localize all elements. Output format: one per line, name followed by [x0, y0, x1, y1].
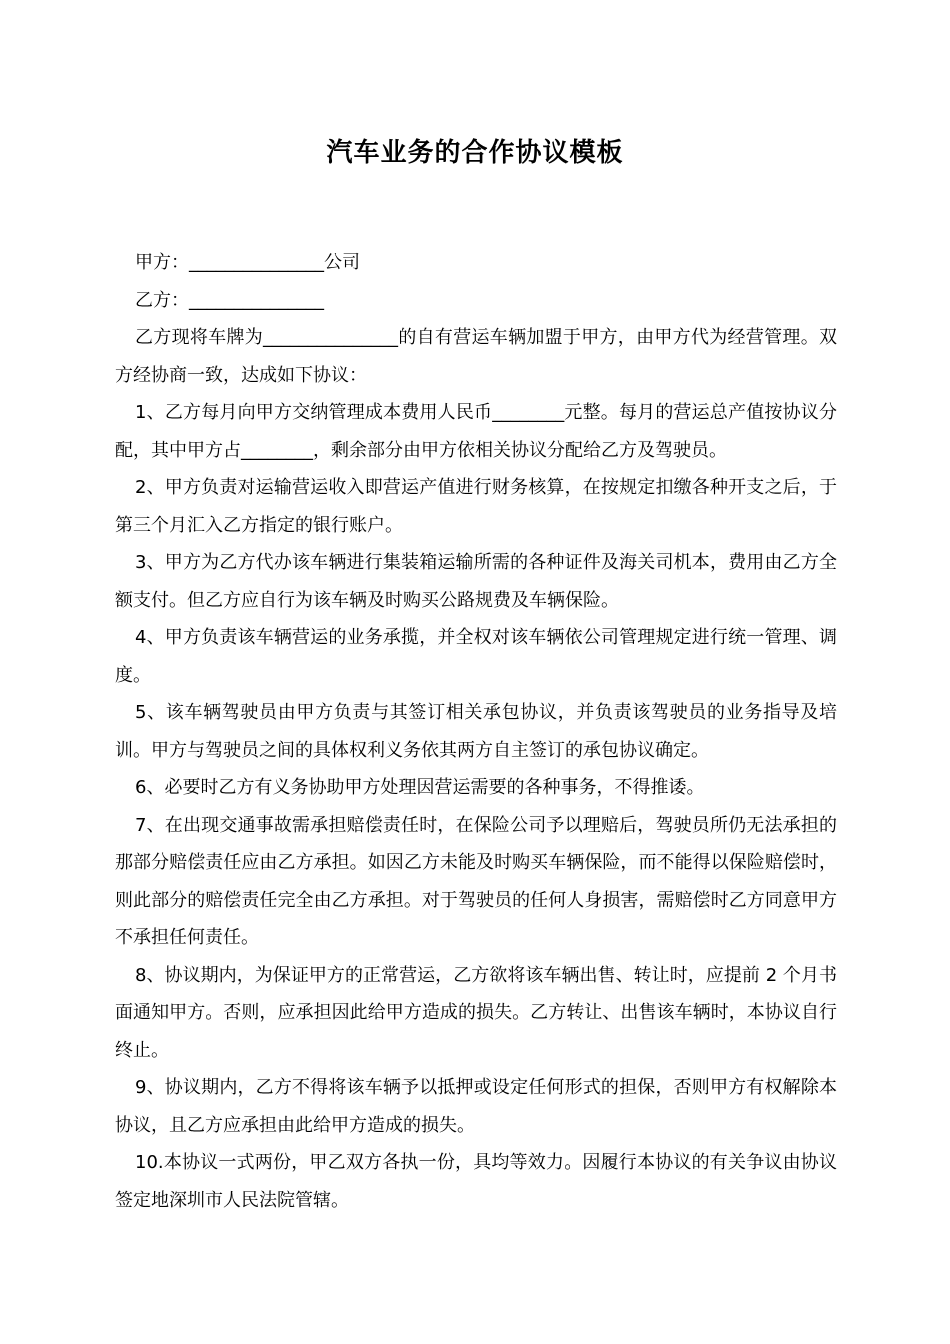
party-b-line: 乙方：_______________: [135, 289, 324, 311]
clause-10: 10.本协议一式两份，甲乙双方各执一份，具均等效力。因履行本协议的有关争议由协议签定地深圳市人民法院管辖。: [115, 1152, 837, 1211]
party-a-line: 甲方：_______________公司: [135, 252, 360, 273]
clause-9: 9、协议期内，乙方不得将该车辆予以抵押或设定任何形式的担保，否则甲方有权解除本协议，且乙方应承担由此给甲方造成的损失。: [115, 1077, 837, 1136]
clause-2: 2、甲方负责对运输营运收入即营运产值进行财务核算，在按规定扣缴各种开支之后，于第三个月汇入乙方指定的银行账户。: [115, 477, 837, 536]
clause-6: 6、必要时乙方有义务协助甲方处理因营运需要的各种事务，不得推诿。: [135, 777, 705, 798]
clause-8: 8、协议期内，为保证甲方的正常营运，乙方欲将该车辆出售、转让时，应提前 2 个月书面通知甲方。否则，应承担因此给甲方造成的损失。乙方转让、出售该车辆时，本协议自行终止。: [115, 964, 837, 1061]
clause-4: 4、甲方负责该车辆营运的业务承揽，并全权对该车辆依公司管理规定进行统一管理、调度。: [115, 627, 837, 686]
preamble-paragraph: 乙方现将车牌为_______________的自有营运车辆加盟于甲方，由甲方代为经营管理。双方经协商一致，达成如下协议：: [115, 327, 837, 386]
clause-1: 1、乙方每月向甲方交纳管理成本费用人民币________元整。每月的营运总产值按协议分配，其中甲方占________，剩余部分由甲方依相关协议分配给乙方及驾驶员。: [115, 402, 837, 461]
document-body: [115, 244, 837, 1219]
clause-7: 7、在出现交通事故需承担赔偿责任时，在保险公司予以理赔后，驾驶员所仍无法承担的那部分赔偿责任应由乙方承担。如因乙方未能及时购买车辆保险，而不能得以保险赔偿时，则此部分的赔偿责任完全由乙方承担。对于驾驶员的任何人身损害，需赔偿时乙方同意甲方不承担任何责任。: [115, 814, 837, 948]
page-title: 汽车业务的合作协议模板: [326, 138, 624, 168]
clause-3: 3、甲方为乙方代办该车辆进行集装箱运输所需的各种证件及海关司机本，费用由乙方全额支付。但乙方应自行为该车辆及时购买公路规费及车辆保险。: [115, 552, 837, 611]
clause-5: 5、该车辆驾驶员由甲方负责与其签订相关承包协议，并负责该驾驶员的业务指导及培训。甲方与驾驶员之间的具体权利义务依其两方自主签订的承包协议确定。: [115, 702, 837, 761]
